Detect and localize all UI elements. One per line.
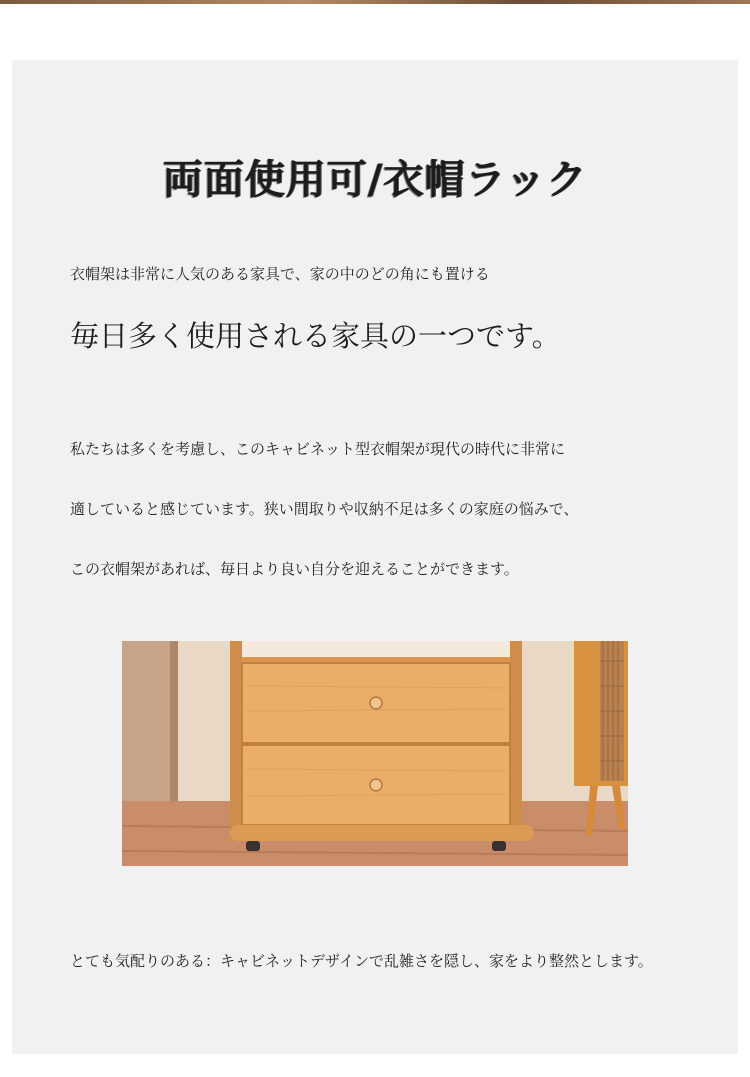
content-panel	[12, 60, 738, 1054]
intro-line-2: 毎日多く使用される家具の一つです。	[70, 319, 561, 353]
page-title: 両面使用可/衣帽ラック	[162, 157, 588, 203]
intro-line-1: 衣帽架は非常に人気のある家具で、家の中のどの角にも置ける	[70, 265, 490, 283]
cabinet-photo	[122, 641, 628, 866]
body-line-3: この衣帽架があれば、毎日より良い自分を迎えることができます。	[70, 560, 519, 578]
photo-caption: とても気配りのある：キャビネットデザインで乱雑さを隠し、家をより整然とします。	[70, 952, 653, 970]
body-line-1: 私たちは多くを考慮し、このキャビネット型衣帽架が現代の時代に非常に	[70, 440, 566, 458]
top-photo-edge	[0, 0, 750, 4]
body-line-2: 適していると感じています。狭い間取りや収納不足は多くの家庭の悩みで、	[70, 500, 579, 518]
